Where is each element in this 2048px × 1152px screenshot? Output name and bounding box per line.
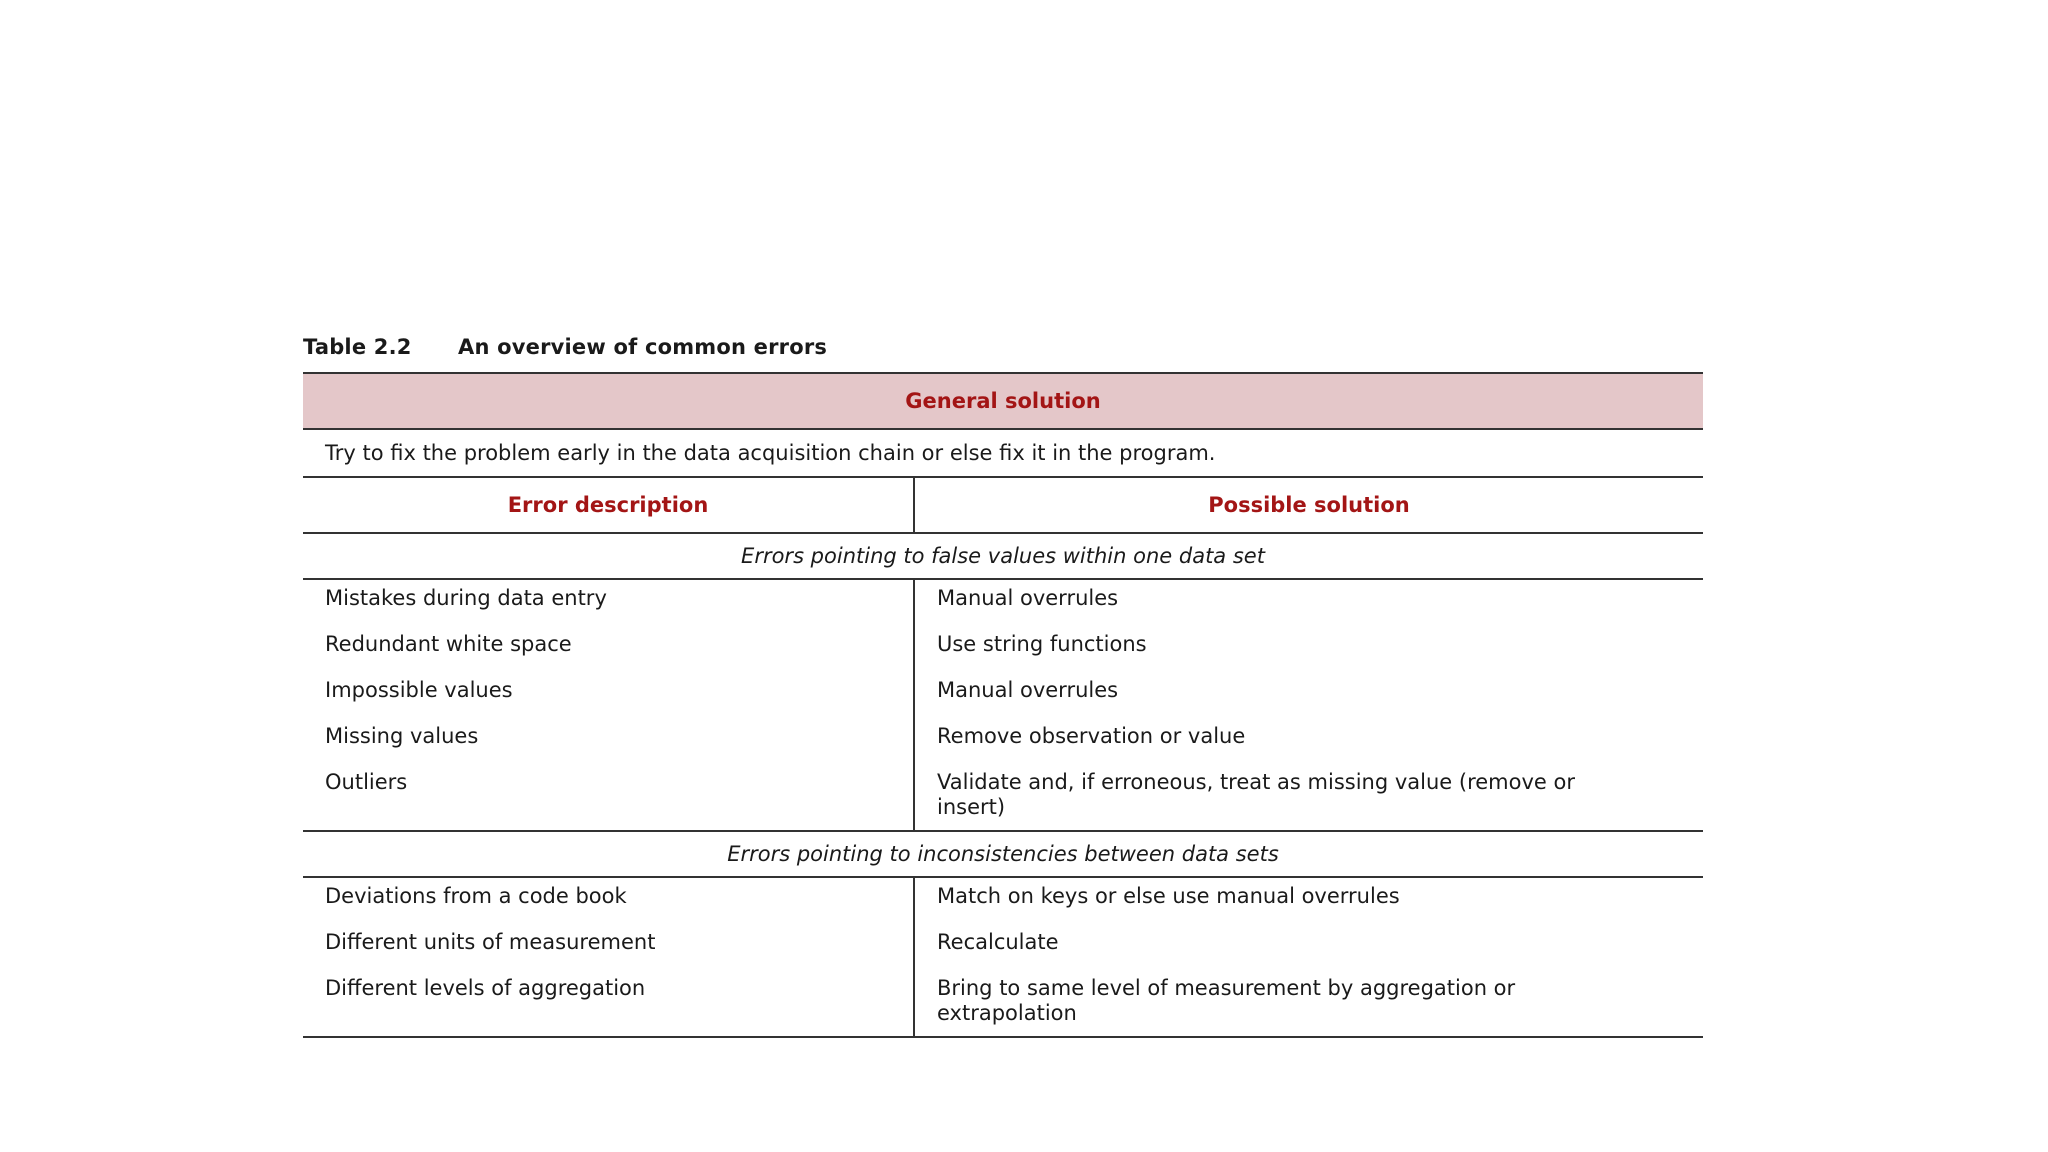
table-title: An overview of common errors <box>458 335 828 359</box>
error-column <box>303 878 915 1036</box>
solution-cell: Manual overrules <box>937 678 1119 702</box>
solution-column <box>915 878 1703 1036</box>
error-cell: Outliers <box>325 770 408 794</box>
error-cell: Different levels of aggregation <box>325 976 646 1000</box>
section-rows <box>303 580 1703 832</box>
table-caption <box>303 330 1703 364</box>
error-cell: Deviations from a code book <box>325 884 627 908</box>
column-header-solution: Possible solution <box>1208 493 1410 517</box>
solution-cell: Match on keys or else use manual overrules <box>937 884 1400 908</box>
solution-cell: Bring to same level of measurement by aggregation or extrapolation <box>937 976 1516 1025</box>
error-cell: Mistakes during data entry <box>325 586 607 610</box>
document-page <box>303 330 1703 1038</box>
error-column <box>303 580 915 830</box>
column-headers <box>303 478 1703 534</box>
general-solution-header: General solution <box>303 374 1703 430</box>
solution-cell: Use string functions <box>937 632 1147 656</box>
error-cell: Redundant white space <box>325 632 572 656</box>
error-cell: Different units of measurement <box>325 930 656 954</box>
errors-table <box>303 372 1703 1038</box>
solution-cell: Remove observation or value <box>937 724 1246 748</box>
column-header-error: Error description <box>303 478 915 532</box>
general-solution-text: Try to fix the problem early in the data acquisition chain or else fix it in the program. <box>303 430 1703 478</box>
section-rows <box>303 878 1703 1036</box>
error-cell: Missing values <box>325 724 479 748</box>
table-number: Table 2.2 <box>303 335 412 359</box>
solution-cell: Manual overrules <box>937 586 1119 610</box>
section-title: Errors pointing to false values within one data set <box>303 534 1703 580</box>
solution-cell: Validate and, if erroneous, treat as missing value (remove or insert) <box>937 770 1575 819</box>
solution-column <box>915 580 1703 830</box>
section-title: Errors pointing to inconsistencies between data sets <box>303 832 1703 878</box>
solution-cell: Recalculate <box>937 930 1059 954</box>
error-cell: Impossible values <box>325 678 513 702</box>
